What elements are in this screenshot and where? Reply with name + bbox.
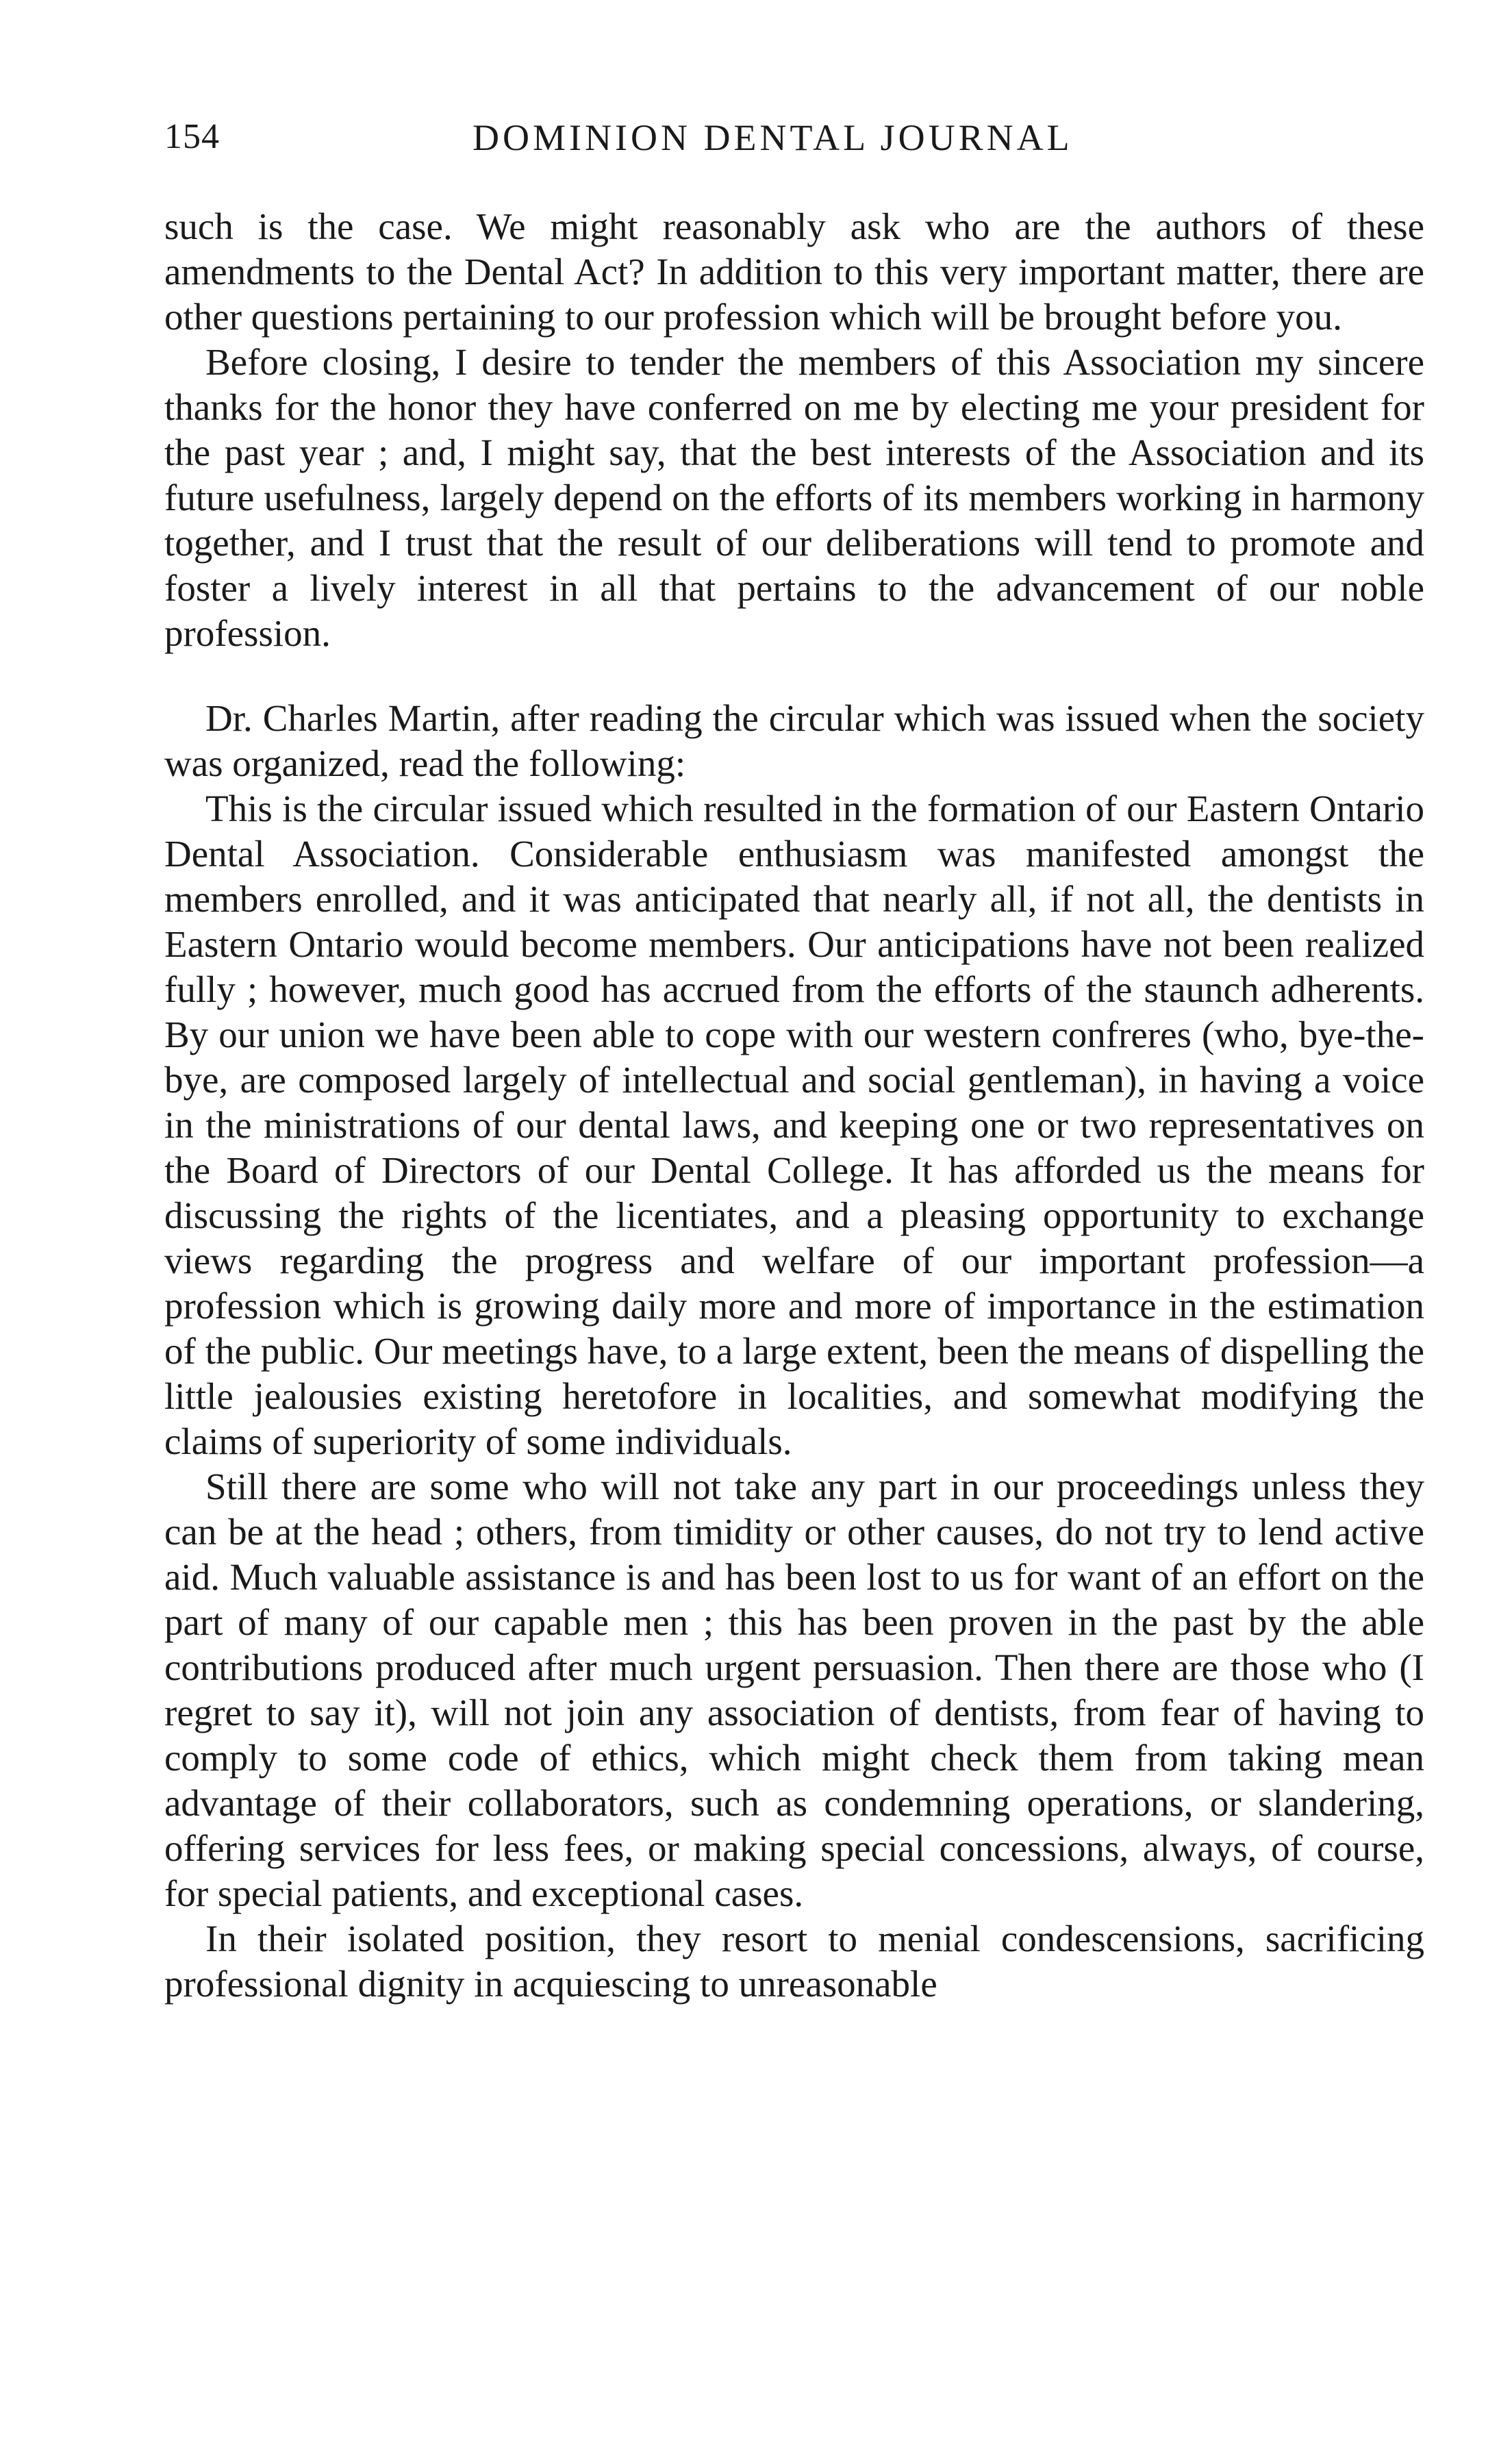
paragraph-circular: This is the circular issued which resulted in the formation of our Eastern Ontario Dental Association. Considerable enthusiasm was manifested amongst the members enrolled, and it was anticipated that nearly all, if not all, the dentists in Eastern Ontario would become members. Our anticipations have not been realized fully ; however, much good has accrued from the efforts of the staunch adherents. By our union we have been able to cope with our western confreres (who, bye-the-bye, are composed largely of intellectual and social gentleman), in having a voice in the ministrations of our dental laws, and keeping one or two representatives on the Board of Directors of our Dental College. It has afforded us the means for discussing the rights of the licentiates, and a pleasing opportunity to exchange views regarding the progress and welfare of our important profession—a profession which is growing daily more and more of importance in the estimation of the public. Our meetings have, to a large extent, been the means of dispelling the little jealousies existing heretofore in localities, and somewhat modifying the claims of superiority of some individuals. [164, 788, 1424, 1462]
running-title: DOMINION DENTAL JOURNAL [473, 117, 1073, 158]
paragraph-continued: such is the case. We might reasonably ask who are the authors of these amendments to the Dental Act? In addition to this very important matter, there are other questions pertaining to our profession which will be brought before you. [164, 205, 1424, 338]
page-number: 154 [164, 117, 220, 156]
paragraph-closing-remarks: Before closing, I desire to tender the members of this Association my sincere thanks for the honor they have conferred on me by electing me your president for the past year ; and, I might say, that the best interests of the Association and its future usefulness, largely depend on the efforts of its members working in harmony together, and I trust that the result of our deliberations will tend to promote and foster a lively interest in all that pertains to the advancement of our noble profession. [164, 341, 1424, 654]
article-body [164, 204, 1424, 2007]
paragraph-isolated-position: In their isolated position, they resort to menial condescensions, sacrificing professional dignity in acquiescing to unreasonable [164, 1918, 1424, 2005]
page-header [164, 116, 1424, 178]
paragraph-proceedings: Still there are some who will not take any part in our proceedings unless they can be at the head ; others, from timidity or other causes, do not try to lend active aid. Much valuable assistance is and has been lost to us for want of an effort on the part of many of our capable men ; this has been proven in the past by the able contributions produced after much urgent persuasion. Then there are those who (I regret to say it), will not join any association of dentists, from fear of having to comply to some code of ethics, which might check them from taking mean advantage of their collaborators, such as condemning operations, or slandering, offering services for less fees, or making special concessions, always, of course, for special patients, and exceptional cases. [164, 1466, 1424, 1914]
paragraph-dr-martin-intro: Dr. Charles Martin, after reading the circular which was issued when the society was organized, read the following: [164, 697, 1424, 784]
